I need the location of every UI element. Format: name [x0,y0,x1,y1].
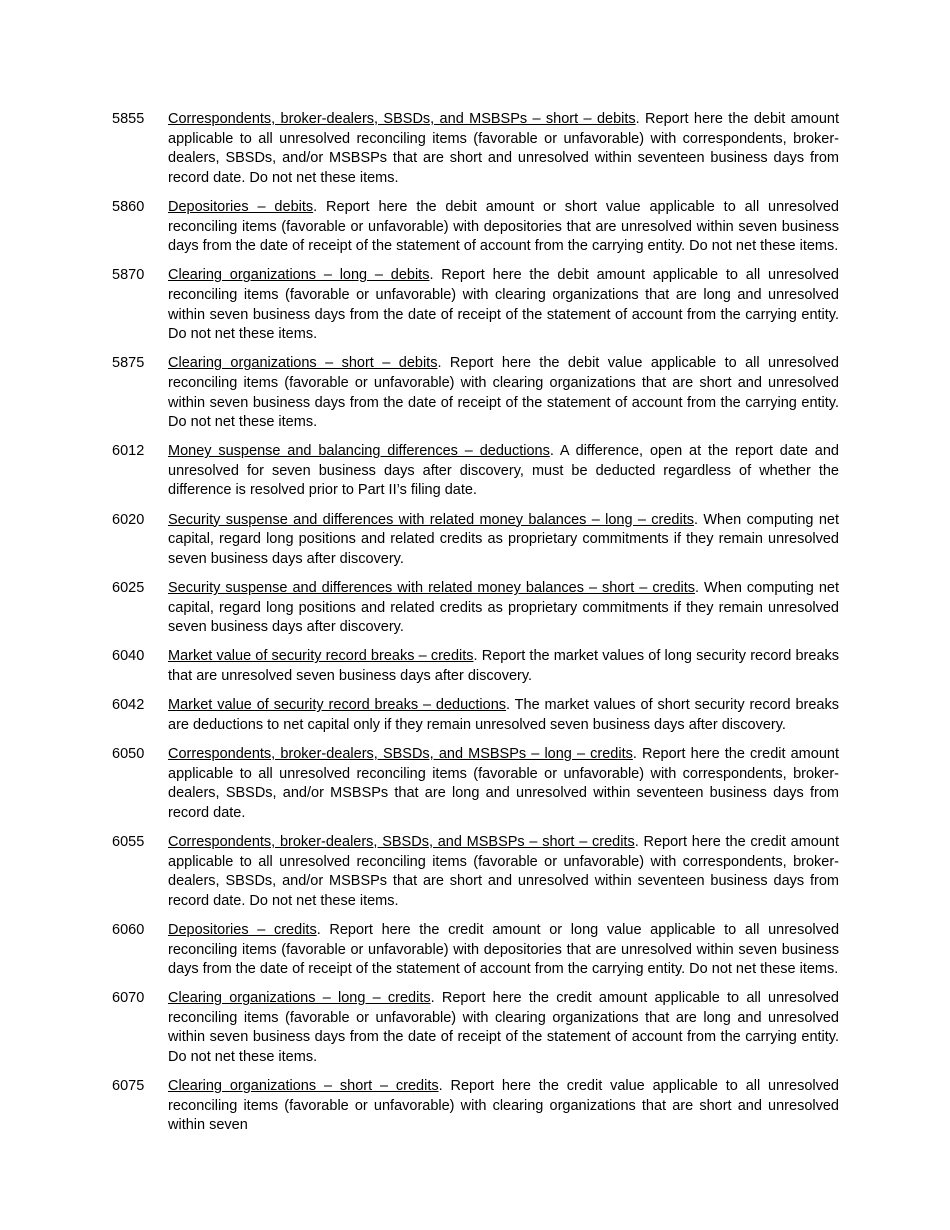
line-item-6020 [112,511,839,570]
line-item-text [168,198,839,257]
line-item-6070 [112,989,839,1067]
line-item-text [168,266,839,344]
line-item-6012 [112,442,839,501]
line-item-text [168,442,839,501]
line-item-title: Correspondents, broker-dealers, SBSDs, and MSBSPs – long – credits [168,745,633,762]
line-item-body: . When computing net capital, regard long positions and related credits as proprietary commitments if they remain unresolved seven business days after discovery. [168,511,839,567]
line-item-body: . The market values of short security record breaks are deductions to net capital only if they remain unresolved seven business days after discovery. [168,697,839,733]
line-item-text [168,579,839,638]
line-item-title: Market value of security record breaks – credits [168,648,474,665]
line-item-list [112,110,839,1146]
line-item-body: . Report the market values of long security record breaks that are unresolved seven business days after discovery. [168,648,840,684]
line-item-code: 6060 [112,921,145,938]
line-item-body: . Report here the credit amount applicable to all unresolved reconciling items (favorable or unfavorable) with clearing organizations that are long and unresolved within seven business days from the date of receipt of the statement of account from the carrying entity. Do not net these items. [168,990,839,1066]
line-item-title: Money suspense and balancing differences – deductions [168,443,550,460]
line-item-body: . A difference, open at the report date and unresolved for seven business days after discovery, must be deducted regardless of whether the difference is resolved prior to Part II’s filing date. [168,443,839,499]
line-item-body: . Report here the debit value applicable to all unresolved reconciling items (favorable or unfavorable) with clearing organizations that are short and unresolved within seven business days from the date of receipt of the statement of account from the carrying entity. Do not net these items. [168,355,839,431]
line-item-code: 6055 [112,833,145,850]
line-item-title: Clearing organizations – short – debits [168,355,438,372]
line-item-text [168,1077,839,1136]
line-item-6025 [112,579,839,638]
line-item-body: . Report here the credit amount applicable to all unresolved reconciling items (favorable or unfavorable) with correspondents, broker-dealers, SBSDs, and/or MSBSPs that are long and unresolved within seventeen business days from record date. [168,745,839,821]
line-item-text [168,989,839,1067]
line-item-code: 5855 [112,111,145,127]
line-item-title: Clearing organizations – long – credits [168,990,431,1007]
line-item-body: . Report here the debit amount applicable to all unresolved reconciling items (favorable or unfavorable) with correspondents, broker-dealers, SBSDs, and/or MSBSPs that are short and unresolved within seventeen business days from record date. Do not net these items. [168,111,839,186]
line-item-text [168,833,839,911]
line-item-code: 6012 [112,443,145,460]
line-item-title: Correspondents, broker-dealers, SBSDs, and MSBSPs – short – debits [168,111,636,127]
line-item-title: Clearing organizations – long – debits [168,267,430,284]
line-item-code: 5875 [112,355,145,372]
line-item-code: 6042 [112,697,145,714]
line-item-title: Security suspense and differences with related money balances – short – credits [168,580,696,597]
line-item-6050 [112,745,839,823]
line-item-body: . When computing net capital, regard long positions and related credits as proprietary commitments if they remain unresolved seven business days after discovery. [168,580,839,636]
line-item-code: 6040 [112,648,145,665]
line-item-title: Depositories – debits [168,198,314,215]
line-item-code: 5870 [112,267,145,284]
line-item-text [168,511,839,570]
line-item-5860 [112,198,839,257]
line-item-body: . Report here the credit amount applicable to all unresolved reconciling items (favorable or unfavorable) with correspondents, broker-dealers, SBSDs, and/or MSBSPs that are short and unresolved within seventeen business days from record date. Do not net these items. [168,833,839,909]
line-item-title: Correspondents, broker-dealers, SBSDs, and MSBSPs – short – credits [168,833,635,850]
line-item-title: Depositories – credits [168,921,317,938]
line-item-text [168,696,839,735]
line-item-title: Security suspense and differences with related money balances – long – credits [168,511,694,528]
line-item-text [168,647,839,686]
line-item-code: 6050 [112,745,145,762]
line-item-text [168,921,839,980]
line-item-text [168,354,839,432]
line-item-6040 [112,647,839,686]
line-item-code: 6025 [112,580,145,597]
line-item-body: . Report here the credit amount or long value applicable to all unresolved reconciling items (favorable or unfavorable) with depositories that are unresolved within seven business days from the date of receipt of the statement of account from the carrying entity. Do not net these items. [168,921,840,978]
line-item-6055 [112,833,839,911]
line-item-code: 6075 [112,1078,145,1095]
line-item-code: 5860 [112,198,145,215]
line-item-5875 [112,354,839,432]
line-item-text [168,110,839,188]
line-item-6075 [112,1077,839,1136]
line-item-body: . Report here the debit amount applicable to all unresolved reconciling items (favorable or unfavorable) with clearing organizations that are long and unresolved within seven business days from the date of receipt of the statement of account from the carrying entity. Do not net these items. [168,267,839,343]
line-item-code: 6020 [112,511,145,528]
line-item-code: 6070 [112,990,145,1007]
line-item-text [168,745,839,823]
line-item-title: Market value of security record breaks – deductions [168,697,507,714]
line-item-6042 [112,696,839,735]
line-item-5870 [112,266,839,344]
line-item-6060 [112,921,839,980]
line-item-5855 [112,110,839,188]
line-item-title: Clearing organizations – short – credits [168,1078,439,1095]
line-item-body: . Report here the credit value applicable to all unresolved reconciling items (favorable or unfavorable) with clearing organizations that are short and unresolved within seven [168,1078,839,1134]
line-item-body: . Report here the debit amount or short value applicable to all unresolved reconciling items (favorable or unfavorable) with depositories that are unresolved within seven business days from the date of receipt of the statement of account from the carrying entity. Do not net these items. [168,198,839,255]
